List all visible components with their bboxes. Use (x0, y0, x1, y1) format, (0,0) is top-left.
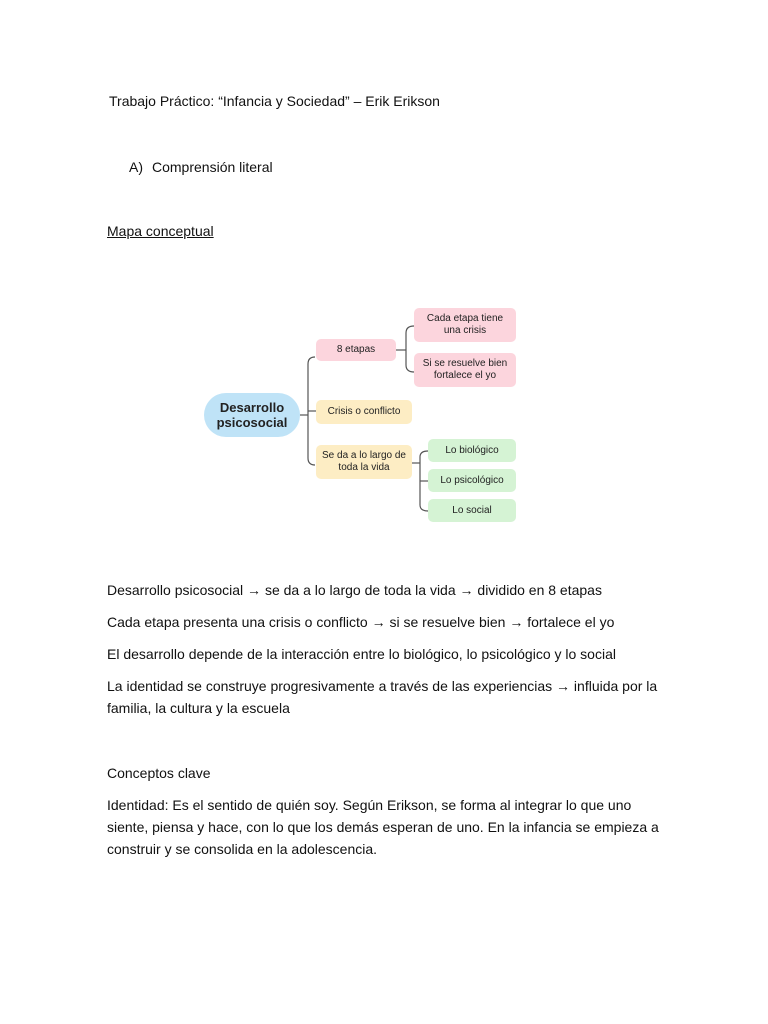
concept-map (190, 295, 530, 535)
map-leaf-biological: Lo biológico (428, 439, 516, 462)
paragraph-4: La identidad se construye progresivamente a través de las experiencias → influida por la familia, la cultura y la escuela (107, 678, 658, 716)
identity-paragraph: Identidad: Es el sentido de quién soy. Según Erikson, se forma al integrar lo que uno siente, piensa y hace, con lo que los demás esperan de uno. En la infancia se empieza a construir y se consolida en la adolescencia. (107, 797, 659, 857)
map-branch-crisis: Crisis o conflicto (316, 400, 412, 424)
section-a-heading (129, 157, 273, 177)
map-root-node: Desarrollo psicosocial (204, 393, 300, 437)
map-branch-8-etapas: 8 etapas (316, 339, 396, 361)
map-leaf-strengthens-self: Si se resuelve bien fortalece el yo (414, 353, 516, 387)
paragraph-3: El desarrollo depende de la interacción entre lo biológico, lo psicológico y lo social (107, 646, 616, 662)
map-leaf-social: Lo social (428, 499, 516, 522)
map-heading: Mapa conceptual (107, 223, 214, 239)
map-leaf-crisis-each-stage: Cada etapa tiene una crisis (414, 308, 516, 342)
section-a-number: A) (129, 159, 143, 175)
concepts-heading: Conceptos clave (107, 765, 211, 781)
map-branch-lifelong: Se da a lo largo de toda la vida (316, 445, 412, 479)
map-leaf-psychological: Lo psicológico (428, 469, 516, 492)
paragraph-1: Desarrollo psicosocial → se da a lo largo de toda la vida → dividido en 8 etapas (107, 582, 602, 598)
paragraph-2: Cada etapa presenta una crisis o conflicto → si se resuelve bien → fortalece el yo (107, 614, 615, 630)
document-title: Trabajo Práctico: “Infancia y Sociedad” – Erik Erikson (109, 93, 440, 109)
section-a-label: Comprensión literal (152, 159, 273, 175)
